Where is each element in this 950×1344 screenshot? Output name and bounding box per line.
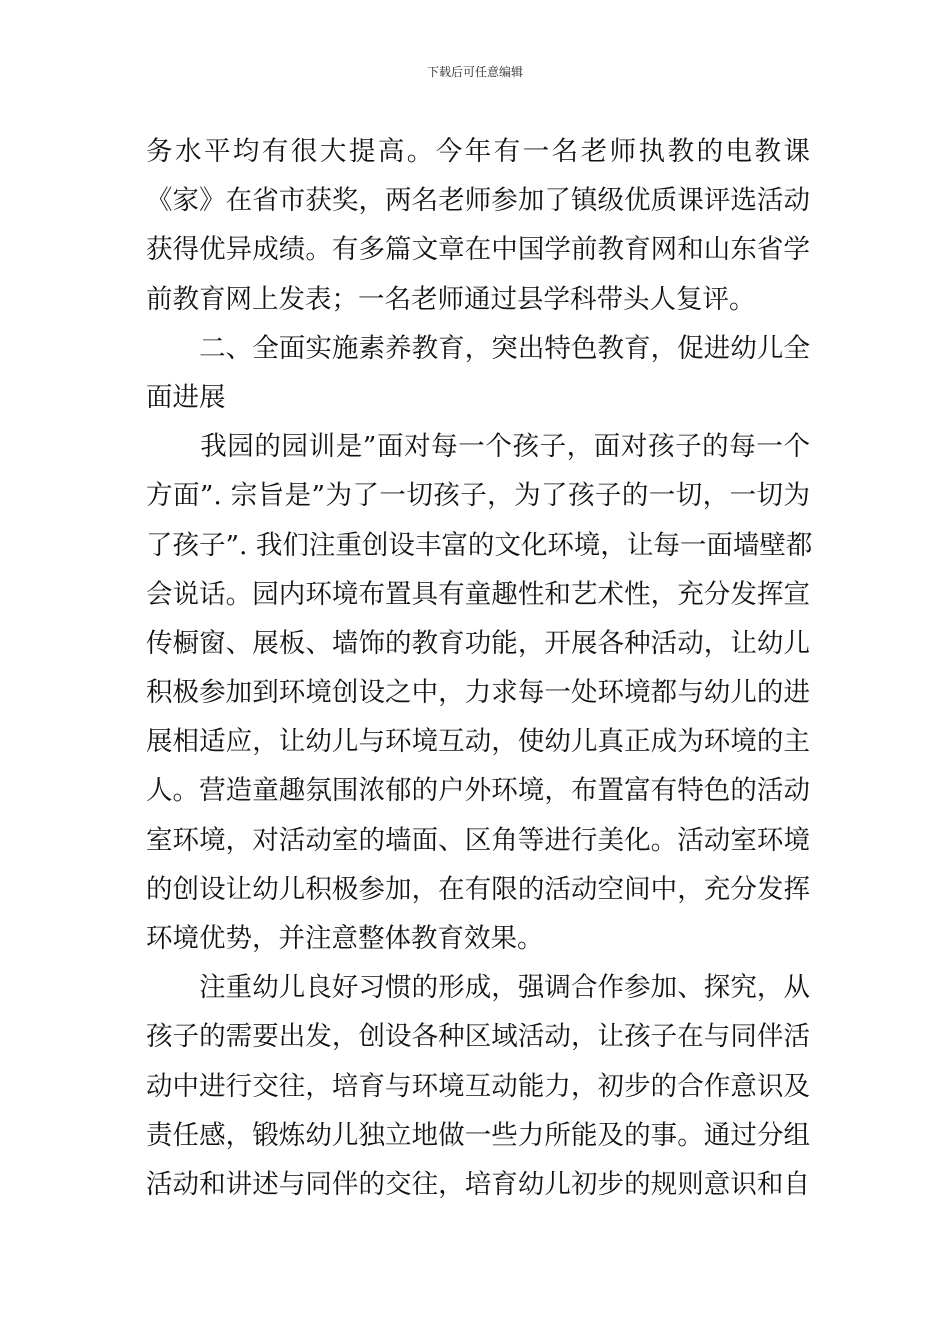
text-line: 前教育网上发表；一名老师通过县学科带头人复评。 <box>146 283 756 315</box>
body-text <box>146 127 813 1209</box>
text-line: 环境优势，并注意整体教育效果。 <box>146 923 544 954</box>
section-heading-line: 面进展 <box>146 381 226 413</box>
text-line: 务水平均有很大提高。今年有一名老师执教的电教课 <box>146 136 810 167</box>
text-line: 了孩子”. 我们注重创设丰富的文化环境，让每一面墙壁都 <box>146 529 813 561</box>
text-line: 获得优异成绩。有多篇文章在中国学前教育网和山东省学 <box>146 234 810 266</box>
text-line: 展相适应，让幼儿与环境互动，使幼儿真正成为环境的主 <box>146 726 810 758</box>
text-line: 的创设让幼儿积极参加，在有限的活动空间中，充分发挥 <box>146 873 810 905</box>
text-line: 积极参加到环境创设之中，力求每一处环境都与幼儿的进 <box>146 677 810 709</box>
text-line: 方面”. 宗旨是”为了一切孩子，为了孩子的一切，一切为 <box>146 480 810 512</box>
page-header: 下载后可任意编辑 <box>426 65 523 79</box>
text-line: 传橱窗、展板、墙饰的教育功能，开展各种活动，让幼儿 <box>146 627 810 659</box>
text-line: 人。营造童趣氛围浓郁的户外环境，布置富有特色的活动 <box>146 775 810 807</box>
text-line: 会说话。园内环境布置具有童趣性和艺术性，充分发挥宣 <box>146 578 810 610</box>
text-line: 责任感，锻炼幼儿独立地做一些力所能及的事。通过分组 <box>146 1119 810 1151</box>
text-line: 室环境，对活动室的墙面、区角等进行美化。活动室环境 <box>146 824 810 856</box>
text-line: 活动和讲述与同伴的交往，培育幼儿初步的规则意识和自 <box>146 1168 810 1200</box>
text-line: 我园的园训是”面对每一个孩子，面对孩子的每一个 <box>146 431 810 463</box>
text-line: 孩子的需要出发，创设各种区域活动，让孩子在与同伴活 <box>146 1021 810 1053</box>
section-heading-line: 二、全面实施素养教育，突出特色教育，促进幼儿全 <box>146 332 810 364</box>
text-line: 注重幼儿良好习惯的形成，强调合作参加、探究，从 <box>146 972 810 1004</box>
text-line: 动中进行交往，培育与环境互动能力，初步的合作意识及 <box>146 1070 810 1102</box>
text-line: 《家》在省市获奖，两名老师参加了镇级优质课评选活动 <box>146 185 810 217</box>
